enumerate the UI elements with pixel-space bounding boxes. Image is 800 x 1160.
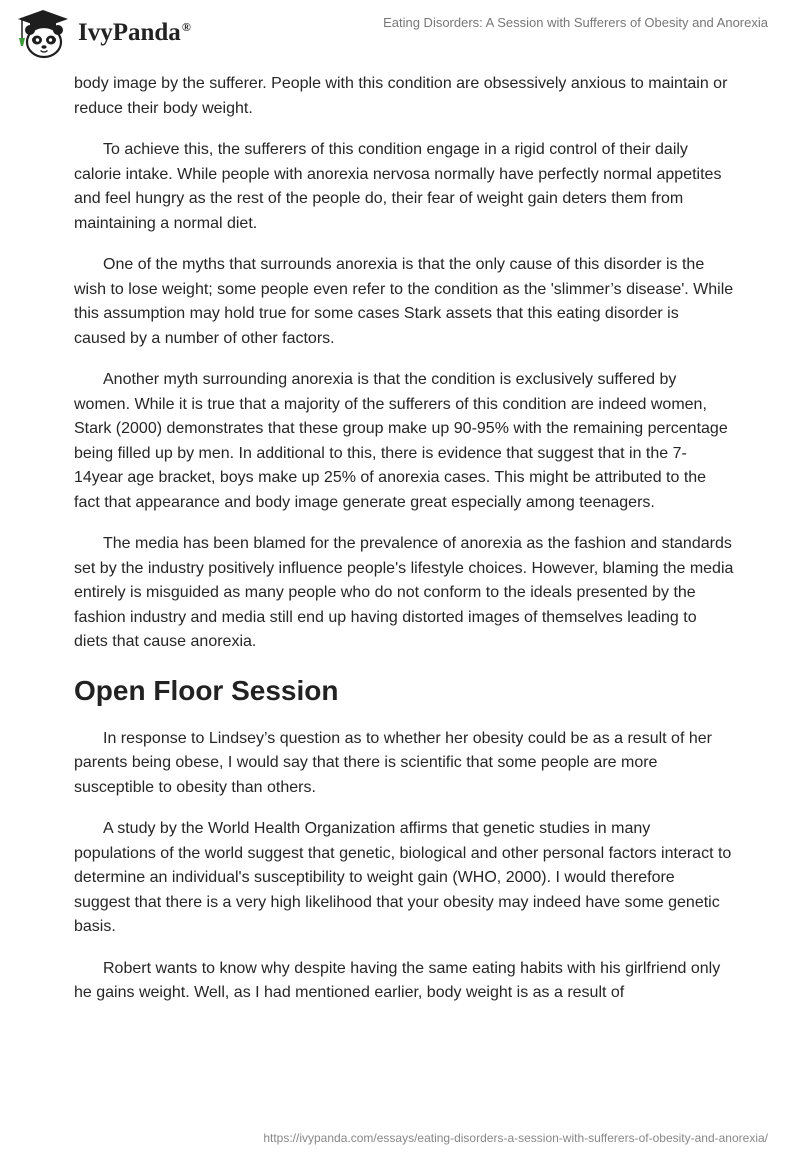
brand-logo[interactable] — [78, 19, 191, 47]
panda-graduate-icon[interactable] — [14, 8, 72, 60]
paragraph-media: The media has been blamed for the prevalence of anorexia as the fashion and standards set by the industry positively influence people's lifestyle choices. However, blaming the media entirely is misguided as many people who do not conform to the ideals presented by the fashion industry and media still end up having distorted images of themselves leading to diets that cause anorexia. — [74, 535, 734, 650]
paragraph-who-study: A study by the World Health Organization affirms that genetic studies in many populations of the world suggest that genetic, biological and other personal factors interact to determine an individual's susceptibility to weight gain (WHO, 2000). I would therefore suggest that there is a very high likelihood that your obesity may indeed have some genetic basis. — [74, 820, 732, 935]
paragraph-continuation: body image by the sufferer. People with this condition are obsessively anxious to maintain or reduce their body weight. — [74, 75, 728, 117]
paragraph-myth-women: Another myth surrounding anorexia is that the condition is exclusively suffered by women. While it is true that a majority of the sufferers of this condition are indeed women, Stark (2000) demonstrates that these group make up 90-95% with the remaining percentage being filled up by men. In additional to this, there is evidence that suggest that in the 7-14year age bracket, boys make up 25% of anorexia cases. This might be attributed to the fact that appearance and body image generate great especially among teenagers. — [74, 371, 728, 511]
paragraph-robert-question: Robert wants to know why despite having the same eating habits with his girlfriend only he gains weight. Well, as I had mentioned earlier, body weight is as a result of — [74, 959, 721, 1001]
brand-name: IvyPanda — [78, 19, 181, 46]
paragraph-myth-cause: One of the myths that surrounds anorexia is that the only cause of this disorder is the wish to lose weight; some people even refer to the condition as the 'slimmer’s disease'. While this assumption may hold true for some cases Stark assets that this eating disorder is caused by a number of other factors. — [74, 256, 734, 347]
section-heading: Open Floor Session — [74, 674, 339, 706]
registered-mark: ® — [181, 19, 191, 34]
paragraph-lindsey-question: In response to Lindsey’s question as to whether her obesity could be as a result of her parents being obese, I would say that there is scientific that some people are more susceptible to obesity than others. — [74, 729, 712, 796]
source-url[interactable]: https://ivypanda.com/essays/eating-disorders-a-session-with-sufferers-of-obesity-and-anorexia/ — [263, 1131, 768, 1145]
paragraph-calorie-control: To achieve this, the sufferers of this condition engage in a rigid control of their daily calorie intake. While people with anorexia nervosa normally have perfectly normal appetites and feel hungry as the rest of the people do, their fear of weight gain deters them from maintaining a normal diet. — [74, 141, 722, 232]
document-title: Eating Disorders: A Session with Sufferers of Obesity and Anorexia — [383, 15, 768, 30]
essay-body — [74, 72, 734, 1023]
page-header — [0, 0, 800, 70]
